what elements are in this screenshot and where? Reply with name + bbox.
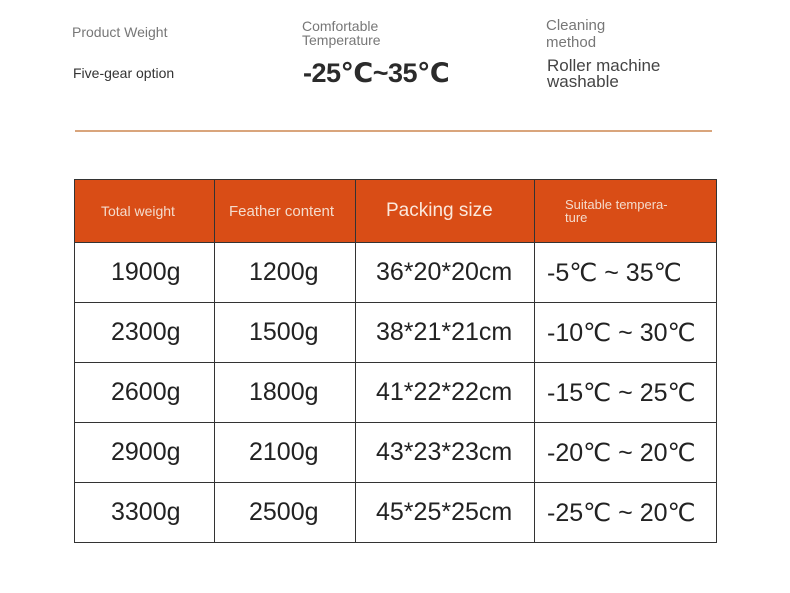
cell-packing-size: 41*22*22cm	[356, 363, 535, 423]
cell-packing-size: 38*21*21cm	[356, 303, 535, 363]
cell-packing-size: 43*23*23cm	[356, 423, 535, 483]
cell-feather-content: 1200g	[215, 243, 356, 303]
section-divider	[75, 130, 712, 132]
cell-feather-content: 1800g	[215, 363, 356, 423]
spec-product-weight-label: Product Weight	[72, 24, 168, 40]
cell-packing-size: 36*20*20cm	[356, 243, 535, 303]
cell-total-weight: 2600g	[75, 363, 215, 423]
cell-suitable-temperature: -20℃ ~ 20℃	[535, 423, 717, 483]
table-header-row	[75, 180, 717, 243]
cell-feather-content: 1500g	[215, 303, 356, 363]
header-feather-content: Feather content	[215, 180, 356, 243]
header-suitable-temperature: Suitable tempera- ture	[535, 180, 717, 243]
cell-packing-size: 45*25*25cm	[356, 483, 535, 543]
cell-total-weight: 3300g	[75, 483, 215, 543]
cell-suitable-temperature: -10℃ ~ 30℃	[535, 303, 717, 363]
cell-suitable-temperature: -15℃ ~ 25℃	[535, 363, 717, 423]
size-table	[74, 179, 717, 543]
table-row	[75, 243, 717, 303]
cell-suitable-temperature: -5℃ ~ 35℃	[535, 243, 717, 303]
header-total-weight: Total weight	[75, 180, 215, 243]
cell-feather-content: 2100g	[215, 423, 356, 483]
cell-total-weight: 2300g	[75, 303, 215, 363]
spec-temperature-label: Comfortable Temperature	[302, 18, 381, 48]
cell-total-weight: 2900g	[75, 423, 215, 483]
header-packing-size: Packing size	[356, 180, 535, 243]
spec-temperature-value: -25℃~35℃	[303, 58, 450, 88]
cell-feather-content: 2500g	[215, 483, 356, 543]
table-row	[75, 423, 717, 483]
table-row	[75, 303, 717, 363]
spec-product-weight-value: Five-gear option	[73, 65, 175, 81]
spec-cleaning-value: Roller machine washable	[547, 56, 661, 91]
table-row	[75, 483, 717, 543]
table-row	[75, 363, 717, 423]
cell-suitable-temperature: -25℃ ~ 20℃	[535, 483, 717, 543]
cell-total-weight: 1900g	[75, 243, 215, 303]
spec-cleaning-label: Cleaning method	[546, 17, 606, 51]
